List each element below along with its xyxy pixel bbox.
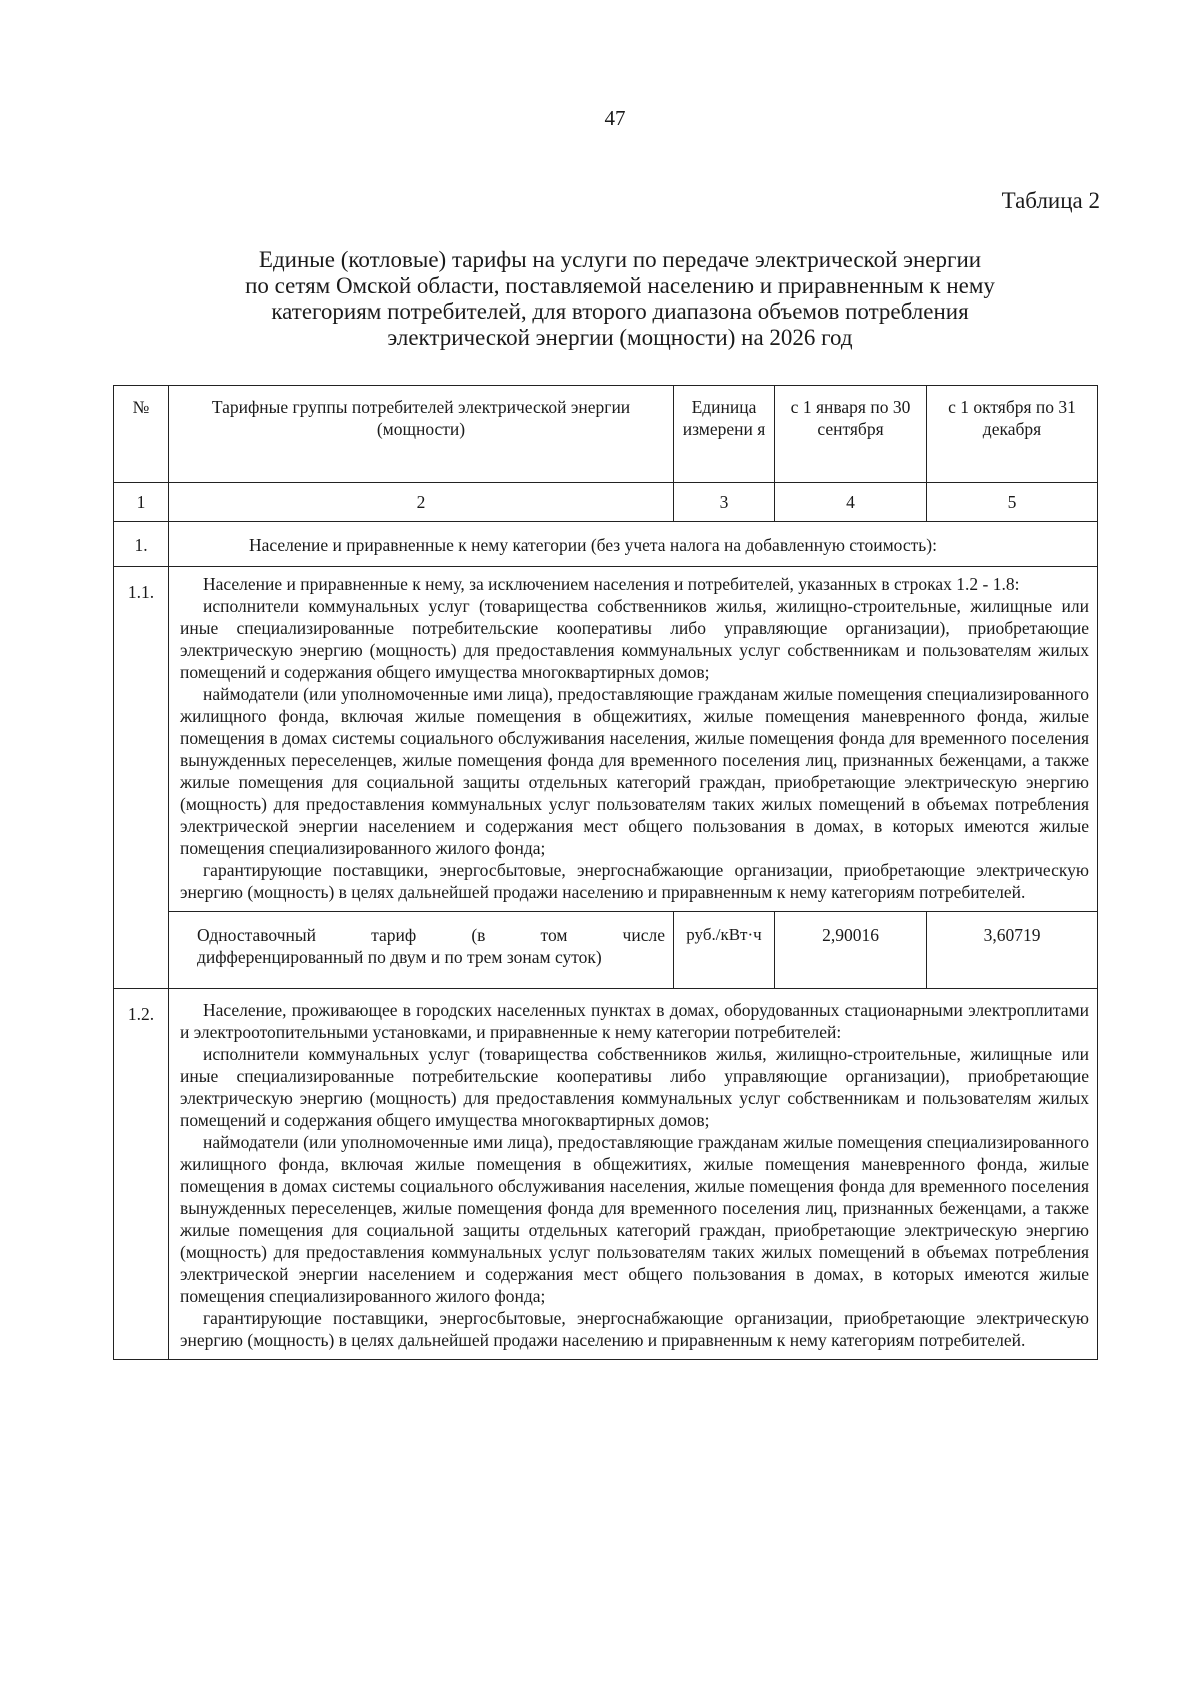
- tariff-unit: руб./кВт·ч: [674, 912, 775, 989]
- paragraph: гарантирующие поставщики, энергосбытовые, энергоснабжающие организации, приобретающие электрическую энергию (мощность) в целях дальнейшей продажи населению и приравненным к нему категориям потребителей.: [180, 860, 1089, 902]
- column-number: 3: [674, 483, 775, 522]
- paragraph: исполнители коммунальных услуг (товарищества собственников жилья, жилищно-строительные, жилищные или иные специализированные потребительские кооперативы либо управляющие организации), приобретающие электрическую энергию (мощность) для предоставления коммунальных услуг собственникам и пользователям жилых помещений и содержания общего имущества многоквартирных домов;: [180, 1044, 1089, 1130]
- section-number: 1.: [114, 522, 169, 567]
- row-number: 1.2.: [114, 989, 169, 1360]
- table-label: Таблица 2: [1001, 188, 1100, 213]
- header-tariff-groups: Тарифные группы потребителей электрической энергии (мощности): [169, 386, 674, 483]
- header-number: №: [114, 386, 169, 483]
- table-header-row: [114, 386, 1098, 483]
- tariff-name-line: дифференцированный по двум и по трем зонам суток): [197, 947, 602, 967]
- tariff-name-line: Одноставочный тариф (в том числе: [197, 925, 665, 945]
- section-row: [114, 522, 1098, 567]
- header-period-2: с 1 октября по 31 декабря: [927, 386, 1098, 483]
- title-line: категориям потребителей, для второго диапазона объемов потребления: [271, 299, 969, 324]
- paragraph: наймодатели (или уполномоченные ими лица), предоставляющие гражданам жилые помещения специализированного жилищного фонда, включая жилые помещения в общежитиях, жилые помещения маневренного фонда, жилые помещения в домах системы социального обслуживания населения, жилые помещения фонда для временного поселения вынужденных переселенцев, жилые помещения фонда для временного поселения лиц, признанных беженцами, а также жилые помещения для социальной защиты отдельных категорий граждан, приобретающие электрическую энергию (мощность) для предоставления коммунальных услуг пользователям таких жилых помещений в объемах потребления электрической энергии населением и содержания мест общего пользования в домах, в которых имеются жилые помещения специализированного жилого фонда;: [180, 684, 1089, 858]
- paragraph: Население, проживающее в городских населенных пунктах в домах, оборудованных стационарными электроплитами и электроотопительными установками, и приравненные к нему категории потребителей:: [180, 1000, 1089, 1042]
- paragraph: Население и приравненные к нему, за исключением населения и потребителей, указанных в строках 1.2 - 1.8:: [203, 574, 1020, 594]
- row-description: [169, 989, 1098, 1360]
- tariff-table: [113, 385, 1098, 1360]
- document-title: [150, 247, 1090, 351]
- row-1-2-description: [114, 989, 1098, 1360]
- header-period-1: с 1 января по 30 сентября: [775, 386, 927, 483]
- row-number: 1.1.: [114, 567, 169, 989]
- tariff-value-period-2: 3,60719: [927, 912, 1098, 989]
- title-line: Единые (котловые) тарифы на услуги по передаче электрической энергии: [258, 247, 982, 272]
- title-line: электрической энергии (мощности) на 2026 год: [387, 325, 853, 350]
- header-unit: Единица измерени я: [674, 386, 775, 483]
- paragraph: гарантирующие поставщики, энергосбытовые, энергоснабжающие организации, приобретающие электрическую энергию (мощность) в целях дальнейшей продажи населению и приравненным к нему категориям потребителей.: [180, 1308, 1089, 1350]
- column-number: 2: [169, 483, 674, 522]
- column-number: 4: [775, 483, 927, 522]
- section-title: Население и приравненные к нему категории (без учета налога на добавленную стоимость):: [169, 522, 1098, 567]
- paragraph: наймодатели (или уполномоченные ими лица), предоставляющие гражданам жилые помещения специализированного жилищного фонда, включая жилые помещения в общежитиях, жилые помещения маневренного фонда, жилые помещения в домах системы социального обслуживания населения, жилые помещения фонда для временного поселения вынужденных переселенцев, жилые помещения фонда для временного поселения лиц, признанных беженцами, а также жилые помещения для социальной защиты отдельных категорий граждан, приобретающие электрическую энергию (мощность) для предоставления коммунальных услуг пользователям таких жилых помещений в объемах потребления электрической энергии населением и содержания мест общего пользования в домах, в которых имеются жилые помещения специализированного жилого фонда;: [180, 1132, 1089, 1306]
- paragraph: исполнители коммунальных услуг (товарищества собственников жилья, жилищно-строительные, жилищные или иные специализированные потребительские кооперативы либо управляющие организации), приобретающие электрическую энергию (мощность) для предоставления коммунальных услуг собственникам и пользователям жилых помещений и содержания общего имущества многоквартирных домов;: [180, 596, 1089, 682]
- column-numbers-row: [114, 483, 1098, 522]
- row-1-1-description: [114, 567, 1098, 912]
- row-description: [169, 567, 1098, 912]
- row-1-1-tariff: [114, 912, 1098, 989]
- tariff-value-period-1: 2,90016: [775, 912, 927, 989]
- column-number: 1: [114, 483, 169, 522]
- column-number: 5: [927, 483, 1098, 522]
- title-line: по сетям Омской области, поставляемой населению и приравненным к нему: [245, 273, 995, 298]
- tariff-name: [169, 912, 674, 989]
- page-number: 47: [604, 106, 626, 130]
